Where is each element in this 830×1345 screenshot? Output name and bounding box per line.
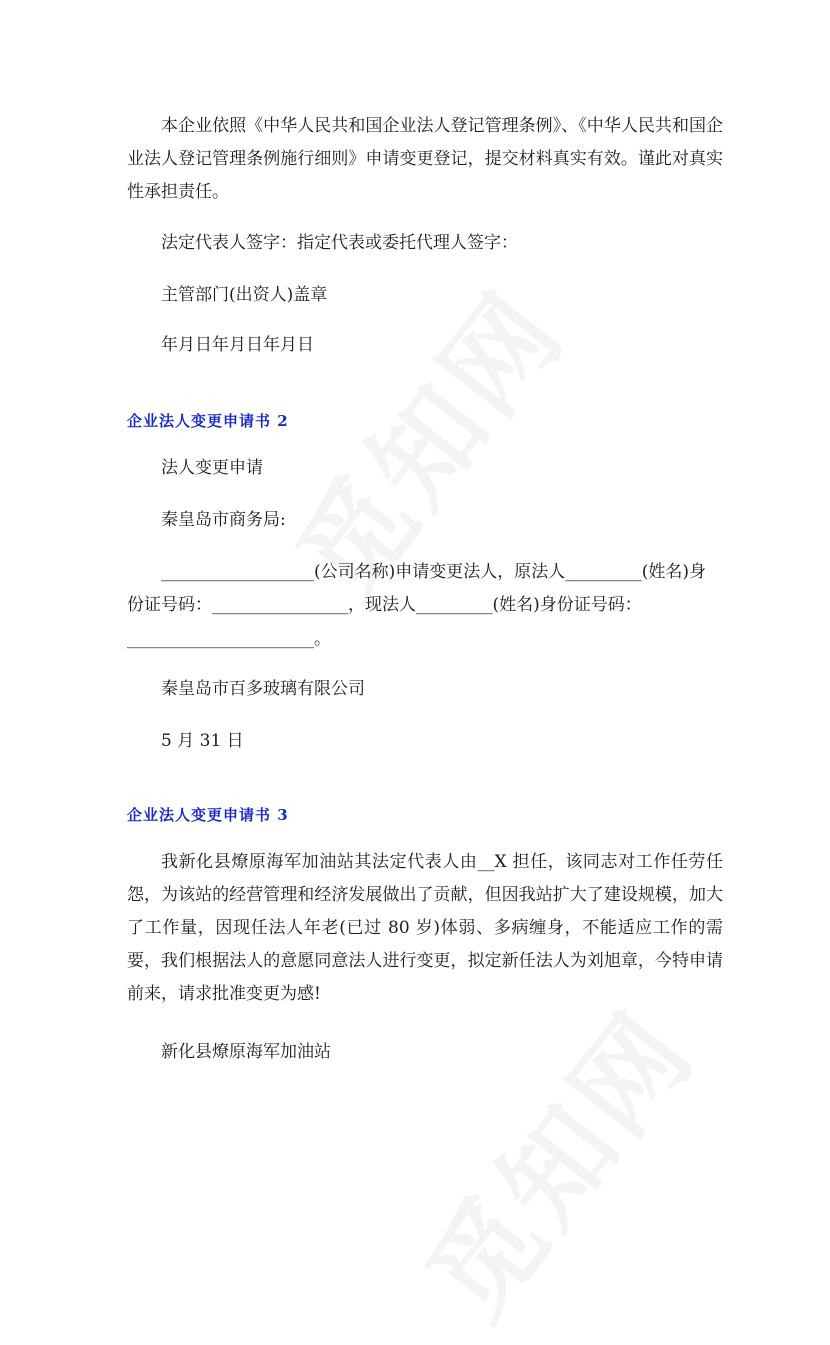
application-body-line: ______________________。 [127, 629, 331, 649]
addressee: 秦皇岛市商务局: [161, 510, 286, 530]
application-body-line: __________________(公司名称)申请变更法人，原法人_________(姓名)身 [161, 562, 707, 582]
application-body-line: 份证号码：________________，现法人_________(姓名)身份证号码： [127, 595, 642, 615]
section-heading: 企业法人变更申请书 2 [127, 412, 289, 430]
signature-line: 法定代表人签字：指定代表或委托代理人签字： [161, 233, 518, 253]
declaration-paragraph: 本企业依照《中华人民共和国企业法人登记管理条例》、《中华人民共和国企业法人登记管理条例施行细则》申请变更登记，提交材料真实有效。谨此对真实性承担责任。 [127, 116, 723, 202]
seal-line: 主管部门(出资人)盖章 [161, 285, 328, 305]
section-heading: 企业法人变更申请书 3 [127, 806, 289, 824]
application-body: 我新化县燎原海军加油站其法定代表人由__X 担任，该同志对工作任劳任怨，为该站的经营管理和经济发展做出了贡献，但因我站扩大了建设规模，加大了工作量，因现任法人年老(已过 80 岁)体弱、多病缠身，不能适应工作的需要，我们根据法人的意愿同意法人进行变更，拟定新任法人为刘旭章，今特申请前来，请求批准变更为感! [127, 852, 723, 1004]
application-title: 法人变更申请 [161, 458, 263, 478]
watermark [385, 973, 724, 1345]
date-line: 年月日年月日年月日 [161, 335, 314, 355]
company-name: 秦皇岛市百多玻璃有限公司 [161, 679, 365, 699]
signoff: 新化县燎原海军加油站 [161, 1042, 331, 1062]
application-date: 5 月 31 日 [161, 731, 244, 751]
